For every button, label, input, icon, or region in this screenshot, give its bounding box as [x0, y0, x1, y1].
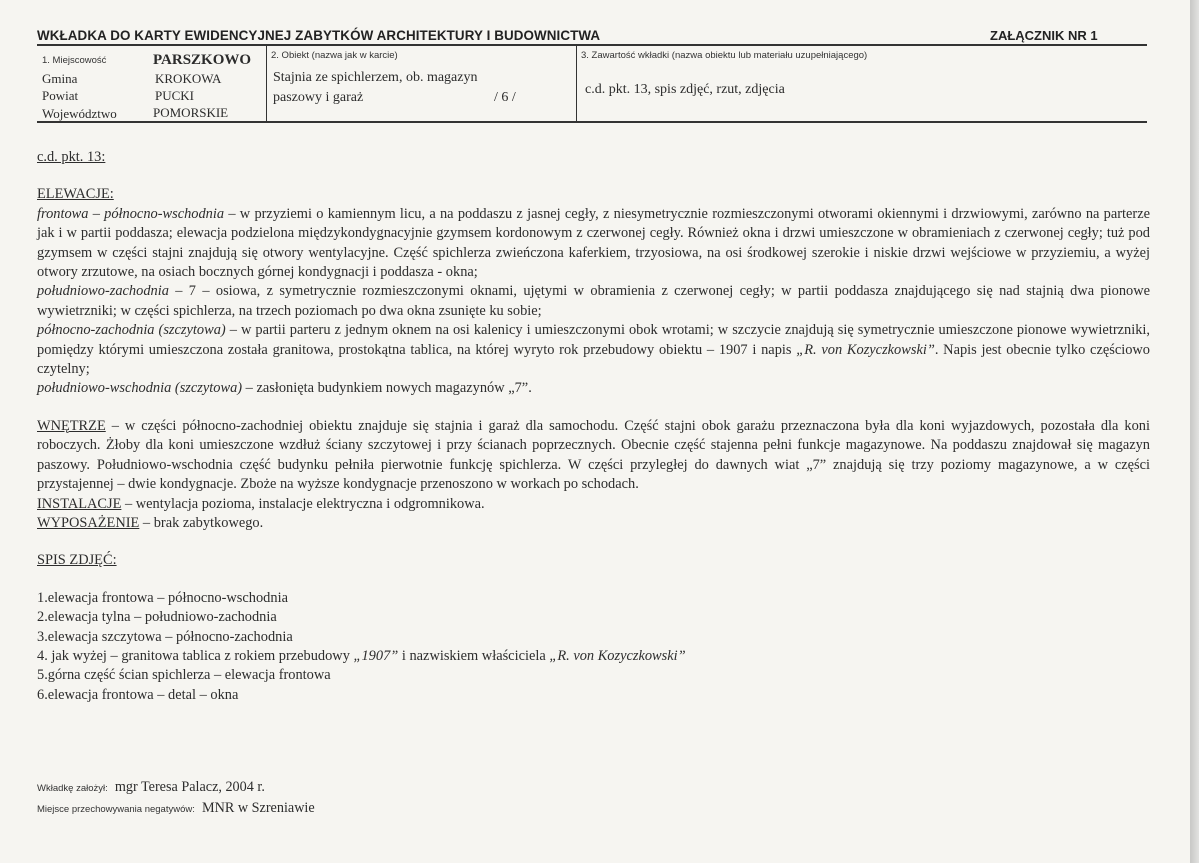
- elevations-heading: ELEWACJE:: [37, 186, 114, 203]
- storage-label: Miejsce przechowywania negatywów:: [37, 804, 195, 815]
- photo-list-item-4: [37, 647, 1150, 666]
- object-line-1: Stajnia ze spichlerzem, ob. magazyn: [273, 70, 478, 85]
- photo-list-item: 3.elewacja szczytowa – północno-zachodnia: [37, 628, 293, 645]
- equipment-paragraph: [37, 514, 1150, 533]
- document-body: [37, 148, 1150, 705]
- elevation-nw-inscription: „R. von Kozyczkowski”: [796, 341, 935, 358]
- elevation-se-paragraph: [37, 379, 1150, 398]
- contents-field-label: 3. Zawartość wkładki (nazwa obiektu lub materiału uzupełniającego): [581, 50, 868, 61]
- equipment-heading: WYPOSAŻENIE: [37, 514, 140, 531]
- photo-4-text-b: i nazwiskiem właściciela: [398, 647, 550, 664]
- wojewodztwo-label: Województwo: [42, 106, 117, 121]
- header-divider-1: [266, 44, 267, 122]
- author-value: mgr Teresa Palacz, 2004 r.: [114, 779, 265, 795]
- installations-text: – wentylacja pozioma, instalacje elektryczna i odgromnikowa.: [121, 495, 485, 512]
- elevation-se-text: – zasłonięta budynkiem nowych magazynów „7”.: [242, 380, 532, 397]
- annex-label: ZAŁĄCZNIK NR 1: [990, 28, 1098, 43]
- photo-list-heading: SPIS ZDJĘĆ:: [37, 552, 117, 569]
- elevation-nw-text-b: . Napis jest obecnie tylko częściowo czytelny;: [37, 341, 1150, 378]
- photo-4-text-a: 4. jak wyżej – granitowa tablica z rokiem przebudowy: [37, 647, 354, 664]
- header-top-rule: [37, 44, 1147, 46]
- elevation-se-label: południowo-wschodnia (szczytowa): [37, 380, 243, 397]
- elevation-sw-label: południowo-zachodnia: [37, 283, 169, 300]
- equipment-text: – brak zabytkowego.: [139, 514, 264, 531]
- elevation-nw-paragraph: [37, 321, 1150, 379]
- sheet-edge: [1190, 0, 1199, 863]
- photo-4-owner: „R. von Kozyczkowski”: [549, 647, 686, 664]
- author-line: [37, 779, 265, 796]
- interior-text: – w części północno-zachodniej obiektu znajduje się stajnia i garaż dla samochodu. Część stajni obok garażu przeznaczona była dla koni wyjazdowych, pozostała dla koni roboczych. Żłoby dla koni umieszczone wzdłuż ściany szczytowej i przy ścianach poprzecznych. Obecnie część stajenna pełni funkcje magazynowe. Na poddaszu znajdował się magazyn paszowy. Południowo-wschodnia część budynku pełniła pierwotnie funkcję spichlerza. W części przyległej do dawnych wiat „7” znajdują się trzy poziomy magazynowe, a w części przystajennej – dwie kondygnacje. Zboże na wyższe kondygnacje przenoszono w workach po schodach.: [37, 417, 1150, 493]
- installations-paragraph: [37, 495, 1150, 514]
- document-title: WKŁADKA DO KARTY EWIDENCYJNEJ ZABYTKÓW ARCHITEKTURY I BUDOWNICTWA: [37, 28, 601, 43]
- elevation-nw-text-a: – w partii parteru z jednym oknem na osi kalenicy i umieszczonymi obok wrotami; w szczycie znajdują się symetrycznie umieszczone pionowe wywietrzniki, pomiędzy którymi umieszczona została granitowa, prostokątna tablica, na której wyryto rok przebudowy obiektu – 1907 i napis: [37, 322, 1150, 358]
- photo-list-item: 2.elewacja tylna – południowo-zachodnia: [37, 609, 277, 626]
- photo-list-item: 1.elewacja frontowa – północno-wschodnia: [37, 589, 288, 606]
- elevation-sw-paragraph: [37, 282, 1150, 321]
- wojewodztwo-value: POMORSKIE: [153, 105, 229, 120]
- object-number: / 6 /: [494, 90, 516, 105]
- powiat-value: PUCKI: [155, 88, 195, 103]
- photo-list-item: 6.elewacja frontowa – detal – okna: [37, 686, 239, 703]
- header-divider-2: [576, 44, 577, 122]
- location-field-label: 1. Miejscowość: [42, 55, 107, 66]
- storage-line: [37, 800, 315, 817]
- elevation-sw-text: – 7 – osiowa, z symetrycznie rozmieszczonymi oknami, ujętymi w obramienia z czerwonej cegły; w partii poddasza znajdującego się nad stajnią dwa pionowe wywietrzniki; w części spichlerza, na trzech poziomach po dwa okna zsunięte ku sobie;: [37, 283, 1150, 319]
- storage-value: MNR w Szreniawie: [201, 800, 315, 816]
- elevation-front-label: frontowa – północno-wschodnia: [37, 205, 225, 222]
- continuation-heading: c.d. pkt. 13:: [37, 149, 106, 165]
- elevation-front-text: – w przyziemi o kamiennym licu, a na poddaszu z jasnej cegły, z niesymetrycznie rozmieszczonymi otworami okiennymi i drzwiowymi, zarówno na parterze jak i w partii poddasza; elewacja podzielona międzykondygnacyjnie gzymsem kordonowym z czerwonej cegły. Również okna i drzwi umieszczone w obramieniach z czerwonej cegły; tuż pod gzymsem w części stajni znajdują się otwory wentylacyjne. Część spichlerza zwieńczona kaferkiem, trzyosiowa, na osi środkowej szerokie i niskie drzwi wejściowe w przyziemiu, a wyżej otwory zrzutowe, na osiach bocznych górnej kondygnacji i poddasza - okna;: [37, 205, 1151, 281]
- interior-paragraph: [37, 417, 1150, 495]
- installations-heading: INSTALACJE: [37, 495, 122, 512]
- author-label: Wkładkę założył:: [37, 783, 108, 794]
- interior-heading: WNĘTRZE: [37, 417, 106, 434]
- elevation-nw-label: północno-zachodnia (szczytowa): [37, 322, 226, 339]
- photo-list-item: 5.górna część ścian spichlerza – elewacja frontowa: [37, 667, 331, 684]
- gmina-value: KROKOWA: [155, 71, 222, 86]
- photo-4-year: „1907”: [353, 647, 399, 664]
- gmina-label: Gmina: [42, 71, 78, 86]
- powiat-label: Powiat: [42, 88, 79, 103]
- contents-value: c.d. pkt. 13, spis zdjęć, rzut, zdjęcia: [585, 82, 785, 97]
- header-bottom-rule: [37, 121, 1147, 123]
- place-name: PARSZKOWO: [153, 52, 252, 68]
- object-field-label: 2. Obiekt (nazwa jak w karcie): [271, 50, 398, 61]
- object-line-2: paszowy i garaż: [273, 90, 364, 105]
- elevation-front-paragraph: [37, 205, 1150, 283]
